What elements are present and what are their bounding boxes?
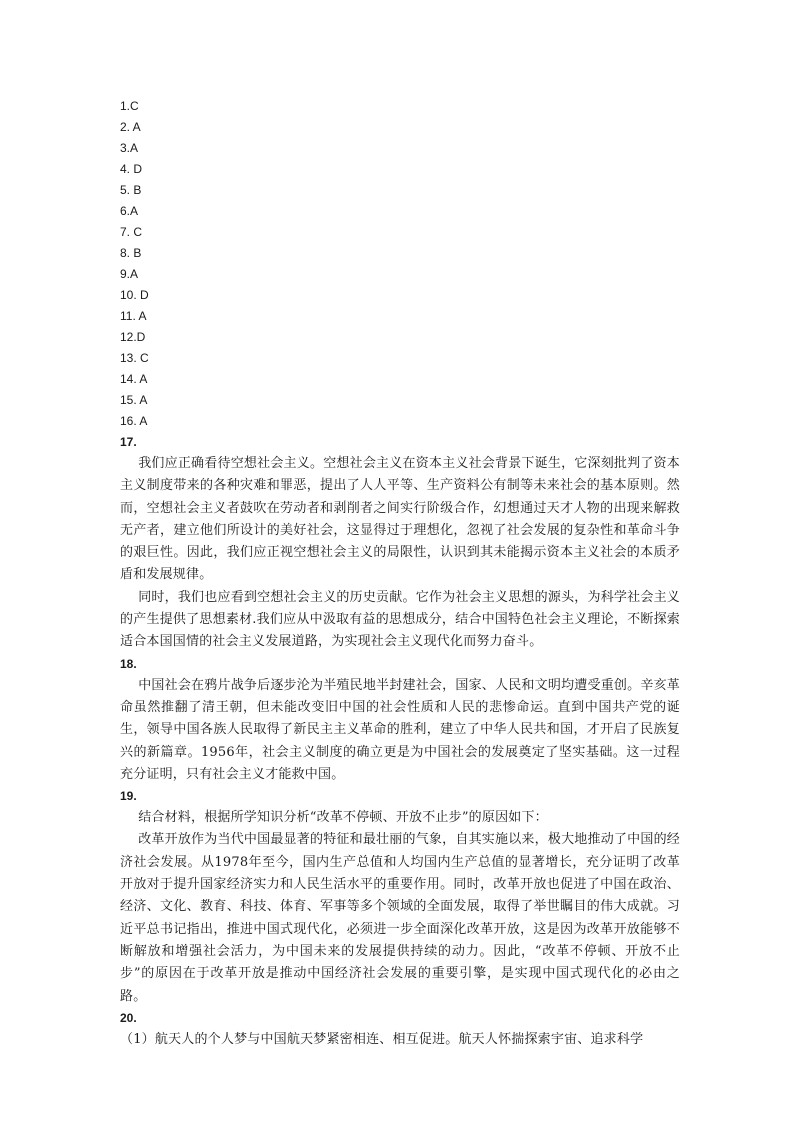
answer-item: 10. D — [120, 288, 149, 302]
answer-item: 16. A — [120, 414, 148, 428]
document-page — [120, 96, 680, 1051]
answer-paragraph: 我们应正确看待空想社会主义。空想社会主义在资本主义社会背景下诞生，它深刻批判了资本主义制度带来的各种灾难和罪恶，提出了人人平等、生产资料公有制等未来社会的基本原则。然而，空想社会主义者鼓吹在劳动者和剥削者之间实行阶级合作，幻想通过天才人物的出现来解救无产者，建立他们所设计的美好社会，这显得过于理想化，忽视了社会发展的复杂性和革命斗争的艰巨性。因此，我们应正视空想社会主义的局限性，认识到其未能揭示资本主义社会的本质矛盾和发展规律。 — [120, 456, 680, 583]
answer-item: 12.D — [120, 330, 146, 344]
answer-key-list — [120, 96, 680, 432]
answer-paragraph: 结合材料，根据所学知识分析“改革不停顿、开放不止步”的原因如下： — [138, 810, 548, 826]
question-number: 17. — [120, 435, 137, 449]
answer-item: 11. A — [120, 309, 147, 323]
answer-paragraph: （1）航天人的个人梦与中国航天梦紧密相连、相互促进。航天人怀揣探索宇宙、追求科学 — [120, 1031, 644, 1047]
answer-item: 2. A — [120, 120, 141, 134]
answer-paragraph: 中国社会在鸦片战争后逐步沦为半殖民地半封建社会，国家、人民和文明均遭受重创。辛亥革命虽然推翻了清王朝，但未能改变旧中国的社会性质和人民的悲惨命运。直到中国共产党的诞生，领导中国各族人民取得了新民主主义革命的胜利，建立了中华人民共和国，才开启了民族复兴的新篇章。1956年，社会主义制度的确立更是为中国社会的发展奠定了坚实基础。这一过程充分证明，只有社会主义才能救中国。 — [120, 677, 680, 782]
question-number: 20. — [120, 1010, 137, 1025]
answer-item: 13. C — [120, 351, 149, 365]
answer-item: 4. D — [120, 162, 143, 176]
answer-item: 9.A — [120, 267, 139, 281]
question-19-answer — [120, 786, 680, 1008]
question-number: 19. — [120, 789, 137, 804]
answer-item: 3.A — [120, 141, 139, 155]
question-18-answer — [120, 654, 680, 786]
answer-item: 15. A — [120, 393, 148, 407]
answer-item: 7. C — [120, 225, 143, 239]
question-20-answer — [120, 1008, 680, 1051]
question-17-answer — [120, 432, 680, 654]
answer-paragraph: 同时，我们也应看到空想社会主义的历史贡献。它作为社会主义思想的源头，为科学社会主义的产生提供了思想素材.我们应从中汲取有益的思想成分，结合中国特色社会主义理论，不断探索适合本国国情的社会主义发展道路，为实现社会主义现代化而努力奋斗。 — [120, 589, 680, 650]
answer-item: 8. B — [120, 246, 142, 260]
answer-item: 1.C — [120, 99, 139, 113]
answer-item: 14. A — [120, 372, 148, 386]
answer-item: 5. B — [120, 183, 142, 197]
question-number: 18. — [120, 656, 137, 671]
answer-item: 6.A — [120, 204, 139, 218]
answer-paragraph: 改革开放作为当代中国最显著的特征和最壮丽的气象，自其实施以来，极大地推动了中国的经济社会发展。从1978年至今，国内生产总值和人均国内生产总值的显著增长，充分证明了改革开放对于提升国家经济实力和人民生活水平的重要作用。同时，改革开放也促进了中国在政治、经济、文化、教育、科技、体育、军事等多个领域的全面发展，取得了举世瞩目的伟大成就。习近平总书记指出，推进中国式现代化，必须进一步全面深化改革开放，这是因为改革开放能够不断解放和增强社会活力，为中国未来的发展提供持续的动力。因此，“改革不停顿、开放不止步”的原因在于改革开放是推动中国经济社会发展的重要引擎，是实现中国式现代化的必由之路。 — [120, 832, 680, 1004]
